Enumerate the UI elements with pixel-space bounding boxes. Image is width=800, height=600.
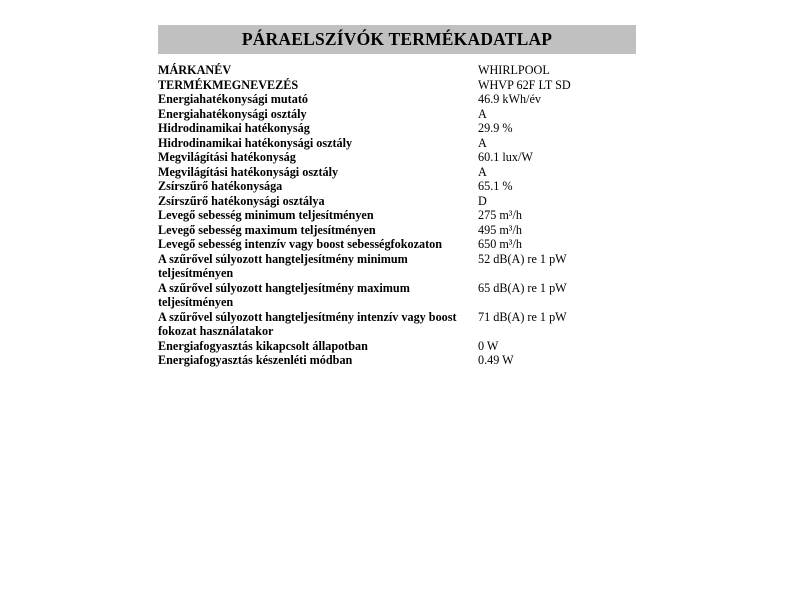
spec-value: 495 m³/h [478, 222, 522, 237]
table-row [158, 339, 636, 354]
spec-value: D [478, 193, 487, 208]
table-row [158, 252, 636, 281]
spec-value: 71 dB(A) re 1 pW [478, 309, 567, 324]
table-row [158, 63, 636, 78]
spec-value: 650 m³/h [478, 237, 522, 251]
spec-label: Energiafogyasztás készenléti módban [158, 353, 353, 367]
table-row [158, 150, 636, 165]
spec-label: Megvilágítási hatékonysági osztály [158, 164, 339, 179]
page-title: PÁRAELSZÍVÓK TERMÉKADATLAP [241, 29, 553, 49]
table-row [158, 136, 636, 151]
table-row [158, 92, 636, 107]
spec-value: 275 m³/h [478, 208, 522, 222]
spec-label: Energiafogyasztás kikapcsolt állapotban [158, 338, 368, 353]
spec-label: MÁRKANÉV [158, 63, 232, 77]
table-row [158, 78, 636, 93]
datasheet-container [158, 25, 636, 368]
spec-value: WHIRLPOOL [478, 63, 550, 77]
table-row [158, 165, 636, 180]
spec-value: A [478, 106, 487, 121]
spec-label: Levegő sebesség minimum teljesítményen [158, 208, 374, 222]
spec-value: 52 dB(A) re 1 pW [478, 251, 567, 266]
table-row [158, 310, 636, 339]
spec-value: 65 dB(A) re 1 pW [478, 280, 567, 295]
spec-label: Levegő sebesség maximum teljesítményen [158, 222, 376, 237]
table-row [158, 237, 636, 252]
spec-label: Zsírszűrő hatékonysága [158, 179, 283, 193]
spec-label: Energiahatékonysági mutató [158, 92, 308, 106]
spec-label: A szűrővel súlyozott hangteljesítmény minimum teljesítményen [158, 251, 408, 280]
table-row [158, 121, 636, 136]
specification-table-body [158, 63, 636, 368]
spec-label: A szűrővel súlyozott hangteljesítmény maximum teljesítményen [158, 280, 410, 309]
table-row [158, 281, 636, 310]
spec-value: A [478, 135, 487, 150]
table-row [158, 107, 636, 122]
spec-label: TERMÉKMEGNEVEZÉS [158, 77, 299, 92]
spec-value: WHVP 62F LT SD [478, 77, 571, 92]
spec-value: 0 W [478, 338, 499, 353]
spec-label: Energiahatékonysági osztály [158, 106, 307, 121]
spec-label: A szűrővel súlyozott hangteljesítmény intenzív vagy boost fokozat használatakor [158, 309, 457, 338]
spec-value: 29.9 % [478, 121, 513, 135]
specification-table [158, 63, 636, 368]
spec-value: 65.1 % [478, 179, 513, 193]
table-row [158, 353, 636, 368]
table-row [158, 179, 636, 194]
spec-value: 46.9 kWh/év [478, 92, 541, 106]
spec-value: 60.1 lux/W [478, 150, 533, 164]
spec-label: Levegő sebesség intenzív vagy boost sebességfokozaton [158, 237, 443, 251]
spec-label: Megvilágítási hatékonyság [158, 150, 296, 164]
spec-label: Hidrodinamikai hatékonyság [158, 121, 310, 135]
table-row [158, 194, 636, 209]
spec-value: A [478, 164, 487, 179]
table-row [158, 223, 636, 238]
spec-value: 0.49 W [478, 353, 514, 367]
spec-label: Hidrodinamikai hatékonysági osztály [158, 135, 353, 150]
datasheet-title-bar [158, 25, 636, 54]
table-row [158, 208, 636, 223]
spec-label: Zsírszűrő hatékonysági osztálya [158, 193, 325, 208]
